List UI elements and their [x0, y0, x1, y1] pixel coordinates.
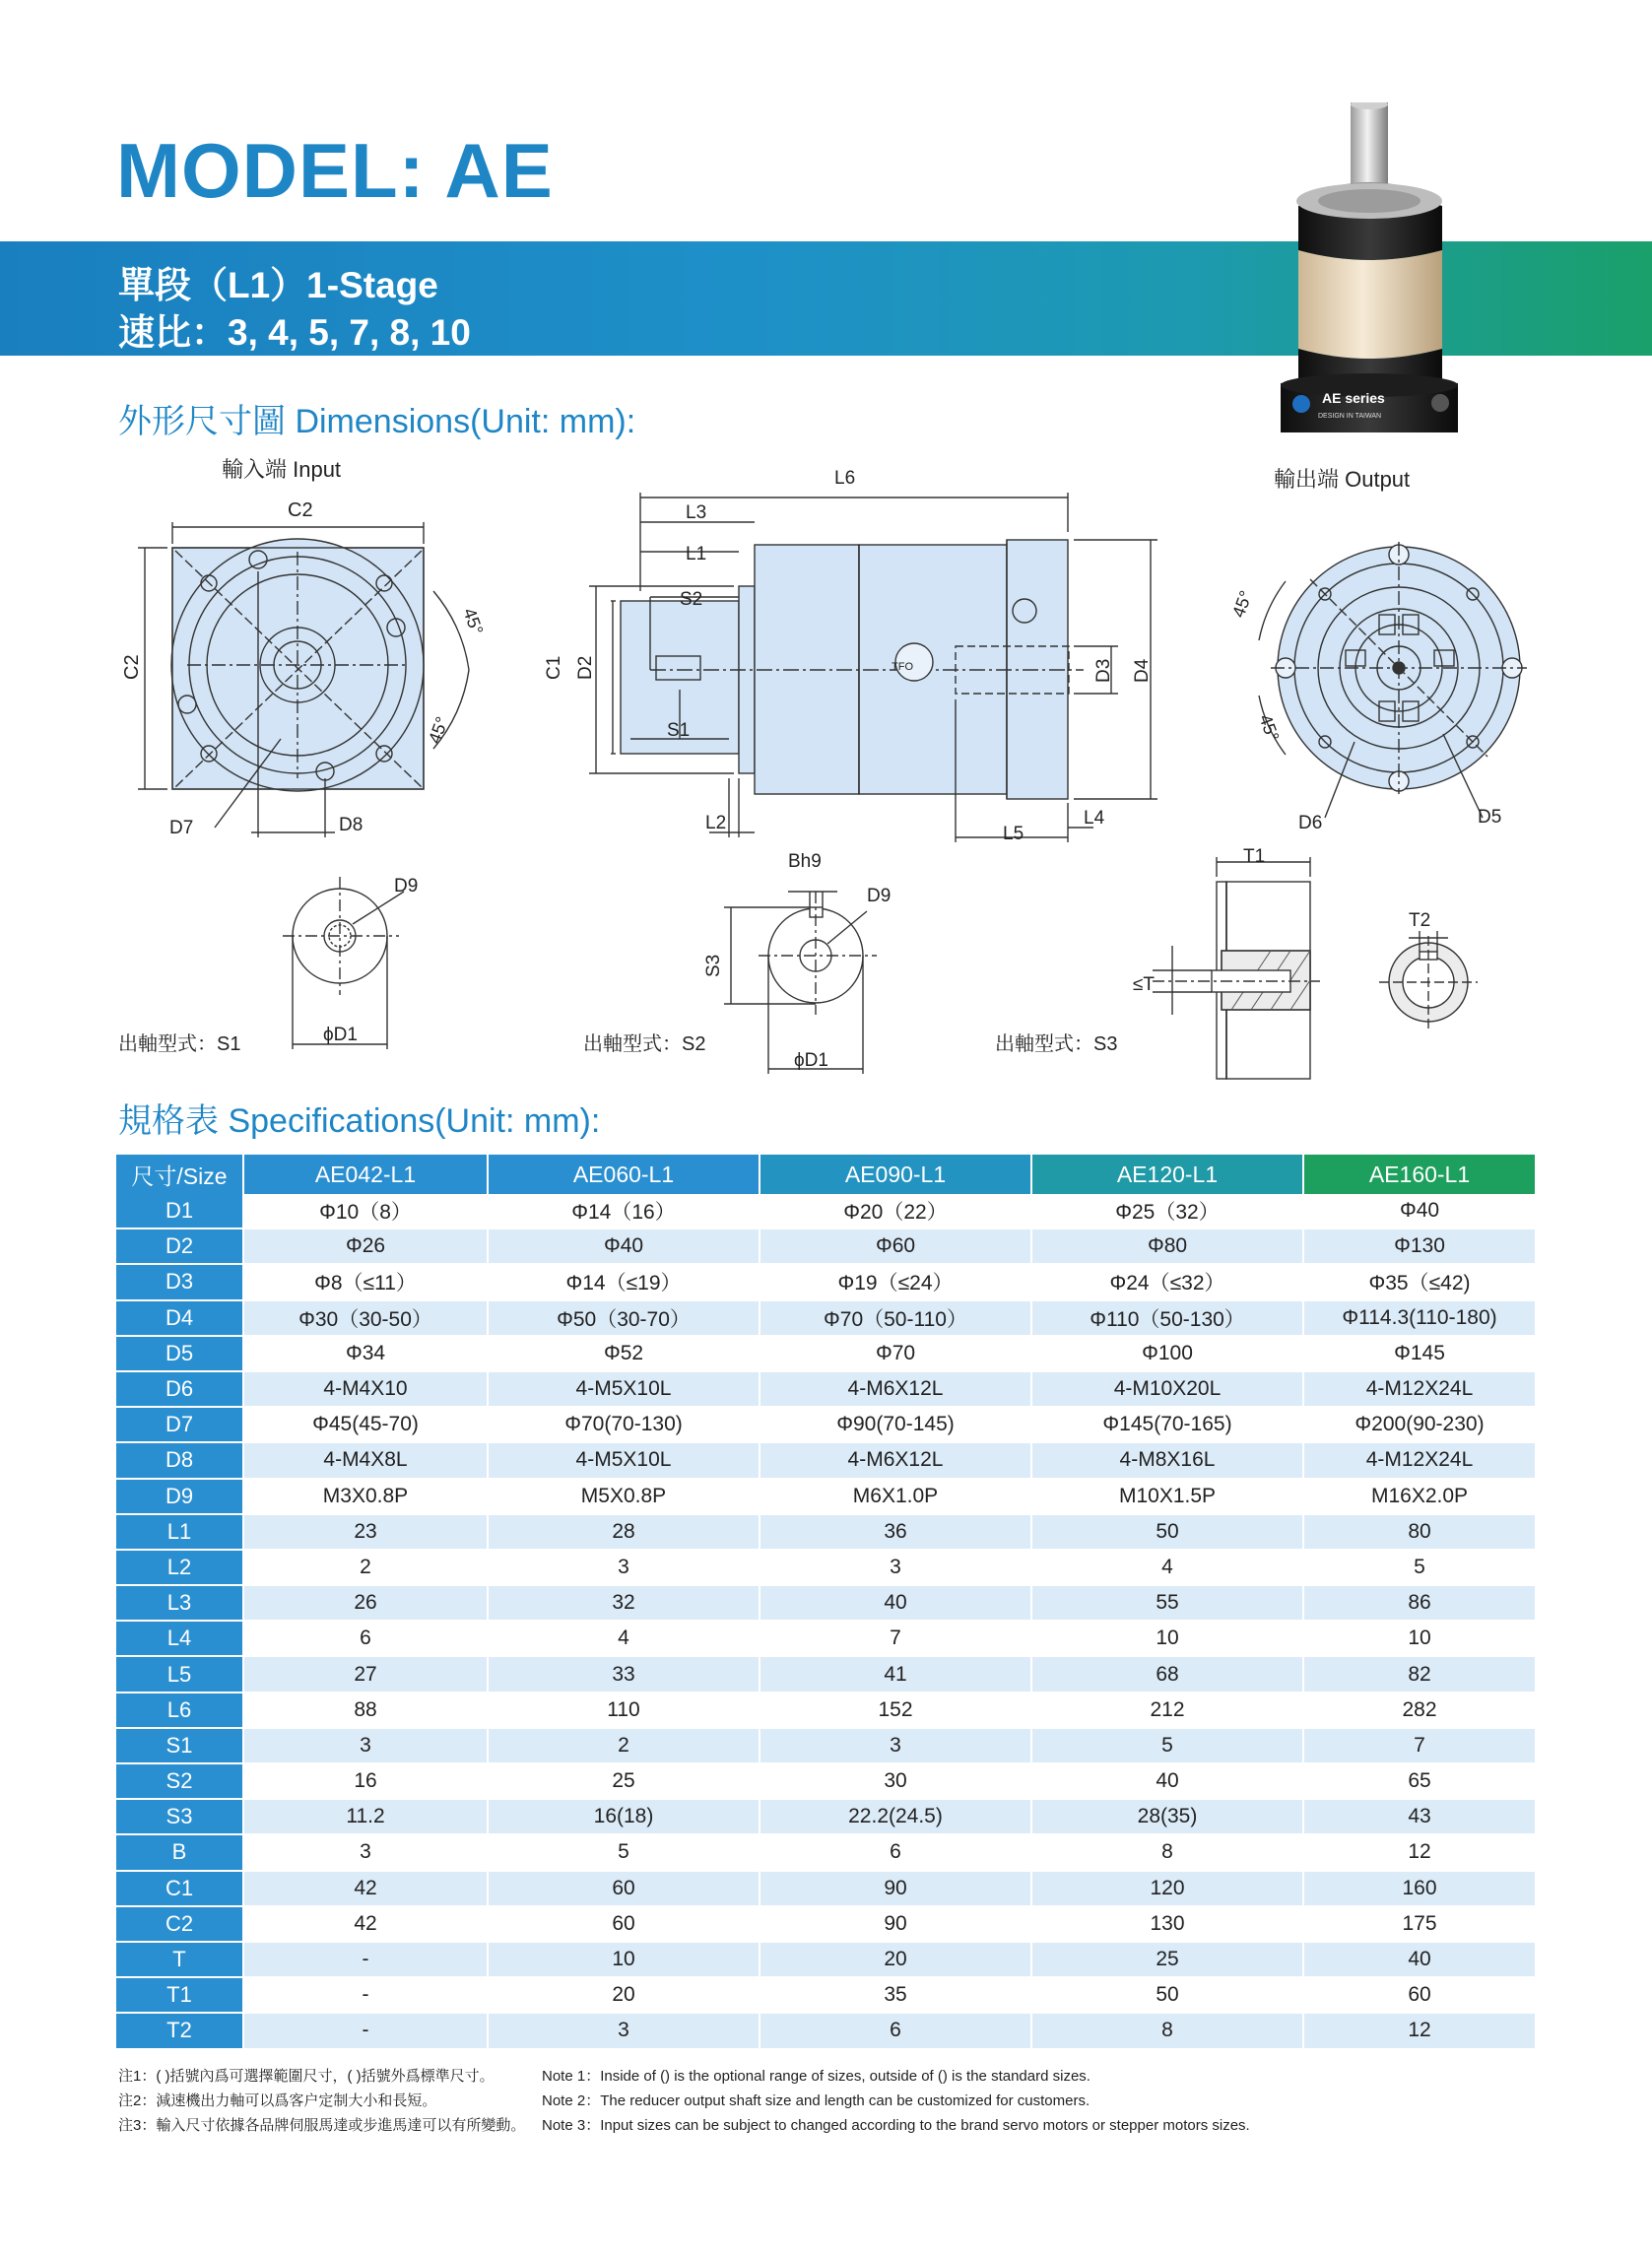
dim-label-bh9: Bh9: [788, 851, 822, 872]
note-zh-1: 注1：( )括號內爲可選擇範圍尺寸，( )括號外爲標準尺寸。: [118, 2068, 495, 2085]
input-view-label: 輸入端 Input: [222, 457, 342, 482]
table-cell: M10X1.5P: [1032, 1480, 1304, 1515]
dimensions-section-title: 外形尺寸圖 Dimensions(Unit: mm):: [118, 403, 636, 440]
table-cell: 5: [489, 1835, 760, 1871]
note-en-1: Note 1：Inside of () is the optional range of sizes, outside of () is the standard sizes.: [542, 2068, 1090, 2085]
table-cell: 2: [244, 1551, 489, 1586]
table-cell: 4-M5X10L: [489, 1443, 760, 1479]
row-label: D5: [116, 1337, 244, 1372]
dim-label-l3: L3: [686, 502, 707, 523]
table-cell: -: [244, 1978, 489, 2014]
table-cell: 4-M5X10L: [489, 1372, 760, 1408]
table-cell: Φ14（≤19）: [489, 1265, 760, 1300]
table-cell: Φ30（30-50）: [244, 1301, 489, 1337]
table-cell: 120: [1032, 1872, 1304, 1907]
product-label: AE series: [1322, 390, 1385, 406]
table-cell: 130: [1032, 1907, 1304, 1943]
table-cell: 5: [1304, 1551, 1537, 1586]
table-cell: 5: [1032, 1729, 1304, 1764]
table-cell: Φ24（≤32）: [1032, 1265, 1304, 1300]
table-cell: Φ70(70-130): [489, 1408, 760, 1443]
table-cell: Φ25（32）: [1032, 1194, 1304, 1229]
dim-label-t1: T1: [1243, 846, 1266, 867]
table-cell: Φ26: [244, 1229, 489, 1265]
notes-english: [542, 2064, 1250, 2138]
dim-label-d1-s1: ϕD1: [323, 1025, 358, 1045]
row-label: S1: [116, 1729, 244, 1764]
table-cell: 60: [489, 1907, 760, 1943]
table-cell: 50: [1032, 1978, 1304, 2014]
table-cell: 7: [760, 1622, 1032, 1657]
dim-label-d8: D8: [339, 815, 363, 835]
row-label: L4: [116, 1622, 244, 1657]
table-cell: Φ70（50-110）: [760, 1301, 1032, 1337]
dim-label-l2: L2: [705, 813, 727, 833]
row-label: D7: [116, 1408, 244, 1443]
note-zh-3: 注3：輸入尺寸依據各品牌伺服馬達或步進馬達可以有所變動。: [118, 2117, 526, 2134]
table-cell: 23: [244, 1515, 489, 1551]
note-en-3: Note 3：Input sizes can be subject to changed according to the brand servo motors or stepper motors sizes.: [542, 2117, 1250, 2134]
dim-label-d1-s2: ϕD1: [794, 1050, 828, 1071]
row-label: T: [116, 1943, 244, 1978]
dim-label-d7: D7: [169, 818, 194, 838]
table-cell: Φ145(70-165): [1032, 1408, 1304, 1443]
table-row: [116, 1943, 1537, 1978]
table-cell: Φ200(90-230): [1304, 1408, 1537, 1443]
table-cell: 41: [760, 1657, 1032, 1693]
table-cell: Φ45(45-70): [244, 1408, 489, 1443]
table-row: [116, 1515, 1537, 1551]
dim-label-t2: T2: [1409, 910, 1431, 931]
table-cell: 4-M12X24L: [1304, 1443, 1537, 1479]
table-cell: 6: [244, 1622, 489, 1657]
table-row: [116, 1194, 1537, 1229]
table-row: [116, 1872, 1537, 1907]
table-cell: 26: [244, 1586, 489, 1622]
table-row: [116, 1835, 1537, 1871]
table-row: [116, 1372, 1537, 1408]
table-cell: Φ10（8）: [244, 1194, 489, 1229]
table-row: [116, 1443, 1537, 1479]
table-cell: 11.2: [244, 1800, 489, 1835]
table-cell: 4-M8X16L: [1032, 1443, 1304, 1479]
note-zh-2: 注2：減速機出力軸可以爲客户定制大小和長短。: [118, 2092, 437, 2109]
table-row: [116, 2014, 1537, 2049]
table-cell: 42: [244, 1907, 489, 1943]
table-cell: Φ40: [489, 1229, 760, 1265]
table-cell: 60: [1304, 1978, 1537, 2014]
table-cell: 7: [1304, 1729, 1537, 1764]
table-cell: Φ40: [1304, 1194, 1537, 1229]
row-label: C2: [116, 1907, 244, 1943]
row-label: L6: [116, 1693, 244, 1729]
table-cell: Φ50（30-70）: [489, 1301, 760, 1337]
gearbox-product-image: [1259, 102, 1495, 437]
table-cell: Φ60: [760, 1229, 1032, 1265]
table-cell: 16(18): [489, 1800, 760, 1835]
ratio-label: 速比：3, 4, 5, 7, 8, 10: [118, 312, 471, 353]
table-cell: Φ80: [1032, 1229, 1304, 1265]
table-row: [116, 1229, 1537, 1265]
dim-label-t: ≤T: [1133, 974, 1156, 995]
table-cell: 6: [760, 2014, 1032, 2049]
dim-label-s2: S2: [680, 589, 703, 610]
table-cell: 3: [760, 1729, 1032, 1764]
row-label: D9: [116, 1480, 244, 1515]
table-cell: 212: [1032, 1693, 1304, 1729]
table-cell: 8: [1032, 1835, 1304, 1871]
dim-label-d6: D6: [1298, 813, 1323, 833]
table-cell: 35: [760, 1978, 1032, 2014]
table-cell: 82: [1304, 1657, 1537, 1693]
table-cell: 86: [1304, 1586, 1537, 1622]
table-cell: 65: [1304, 1764, 1537, 1800]
table-cell: 4-M4X10: [244, 1372, 489, 1408]
dimension-drawings: [0, 453, 1652, 1123]
stage-label: 單段（L1）1-Stage: [118, 265, 438, 305]
dim-label-angle-3: 45°: [1227, 587, 1257, 621]
table-cell: 6: [760, 1835, 1032, 1871]
specifications-table: [116, 1155, 1537, 2050]
notes-chinese: [118, 2064, 525, 2138]
table-cell: 80: [1304, 1515, 1537, 1551]
table-cell: Φ145: [1304, 1337, 1537, 1372]
table-cell: 60: [489, 1872, 760, 1907]
row-label: T2: [116, 2014, 244, 2049]
table-cell: 20: [489, 1978, 760, 2014]
model-column-header: AE120-L1: [1032, 1155, 1304, 1194]
table-row: [116, 1265, 1537, 1300]
table-cell: 36: [760, 1515, 1032, 1551]
table-cell: 28(35): [1032, 1800, 1304, 1835]
dim-label-d9-s2: D9: [867, 886, 892, 906]
dim-label-c1: C1: [544, 655, 564, 680]
table-row: [116, 1800, 1537, 1835]
page-title: MODEL: AE: [116, 127, 554, 214]
shaft-type-s2: 出軸型式：S2: [583, 1033, 706, 1055]
table-cell: 12: [1304, 2014, 1537, 2049]
table-cell: 3: [244, 1835, 489, 1871]
table-cell: Φ130: [1304, 1229, 1537, 1265]
dim-label-angle-4: 45°: [1255, 711, 1284, 744]
table-cell: 22.2(24.5): [760, 1800, 1032, 1835]
shaft-type-s1: 出軸型式：S1: [118, 1033, 241, 1055]
dim-label-c2-top: C2: [288, 499, 313, 521]
dim-label-l6: L6: [834, 468, 856, 489]
row-label: S3: [116, 1800, 244, 1835]
table-cell: Φ110（50-130）: [1032, 1301, 1304, 1337]
table-cell: M5X0.8P: [489, 1480, 760, 1515]
output-view-label: 輸出端 Output: [1274, 467, 1411, 492]
table-cell: Φ90(70-145): [760, 1408, 1032, 1443]
dim-label-s3: S3: [703, 954, 724, 977]
table-cell: Φ52: [489, 1337, 760, 1372]
table-row: [116, 1729, 1537, 1764]
table-cell: M3X0.8P: [244, 1480, 489, 1515]
row-label: D3: [116, 1265, 244, 1300]
table-cell: 4-M6X12L: [760, 1443, 1032, 1479]
table-cell: M16X2.0P: [1304, 1480, 1537, 1515]
table-row: [116, 1657, 1537, 1693]
table-cell: 68: [1032, 1657, 1304, 1693]
table-cell: 16: [244, 1764, 489, 1800]
table-cell: Φ70: [760, 1337, 1032, 1372]
table-cell: Φ34: [244, 1337, 489, 1372]
table-cell: 42: [244, 1872, 489, 1907]
table-row: [116, 1622, 1537, 1657]
table-row: [116, 1764, 1537, 1800]
table-cell: 3: [489, 2014, 760, 2049]
table-cell: M6X1.0P: [760, 1480, 1032, 1515]
table-cell: 10: [489, 1943, 760, 1978]
table-cell: 50: [1032, 1515, 1304, 1551]
row-label: L2: [116, 1551, 244, 1586]
table-cell: Φ114.3(110-180): [1304, 1301, 1537, 1337]
table-cell: 25: [489, 1764, 760, 1800]
table-cell: Φ19（≤24）: [760, 1265, 1032, 1300]
table-cell: 3: [760, 1551, 1032, 1586]
table-cell: 4-M4X8L: [244, 1443, 489, 1479]
table-cell: Φ14（16）: [489, 1194, 760, 1229]
table-cell: -: [244, 2014, 489, 2049]
table-cell: 32: [489, 1586, 760, 1622]
table-cell: 40: [1032, 1764, 1304, 1800]
table-cell: 27: [244, 1657, 489, 1693]
table-cell: 3: [489, 1551, 760, 1586]
row-label: S2: [116, 1764, 244, 1800]
table-cell: 8: [1032, 2014, 1304, 2049]
row-label: D2: [116, 1229, 244, 1265]
table-row: [116, 1301, 1537, 1337]
model-column-header: AE042-L1: [244, 1155, 489, 1194]
row-label: D4: [116, 1301, 244, 1337]
table-row: [116, 1337, 1537, 1372]
table-cell: 4-M12X24L: [1304, 1372, 1537, 1408]
table-cell: 152: [760, 1693, 1032, 1729]
table-row: [116, 1693, 1537, 1729]
dim-label-l5: L5: [1003, 824, 1024, 844]
dim-label-c2-side: C2: [121, 654, 143, 680]
dim-label-d2: D2: [575, 655, 596, 680]
table-cell: 30: [760, 1764, 1032, 1800]
table-cell: 175: [1304, 1907, 1537, 1943]
table-row: [116, 1586, 1537, 1622]
specifications-section-title: 規格表 Specifications(Unit: mm):: [118, 1102, 601, 1140]
table-cell: 4: [489, 1622, 760, 1657]
table-cell: 10: [1304, 1622, 1537, 1657]
model-column-header: AE090-L1: [760, 1155, 1032, 1194]
table-cell: 28: [489, 1515, 760, 1551]
dim-label-d5: D5: [1478, 807, 1502, 828]
dim-label-d9-s1: D9: [394, 876, 419, 896]
row-label: B: [116, 1835, 244, 1871]
table-cell: Φ35（≤42): [1304, 1265, 1537, 1300]
model-column-header: AE060-L1: [489, 1155, 760, 1194]
shaft-type-s3: 出軸型式：S3: [995, 1033, 1118, 1055]
table-row: [116, 1480, 1537, 1515]
table-cell: -: [244, 1943, 489, 1978]
table-cell: 43: [1304, 1800, 1537, 1835]
row-label: D6: [116, 1372, 244, 1408]
row-label: D1: [116, 1194, 244, 1229]
table-cell: 4-M6X12L: [760, 1372, 1032, 1408]
table-row: [116, 1408, 1537, 1443]
table-header-row: [116, 1155, 1537, 1194]
row-label: L3: [116, 1586, 244, 1622]
table-cell: 20: [760, 1943, 1032, 1978]
table-cell: 4: [1032, 1551, 1304, 1586]
dim-label-l1: L1: [686, 544, 707, 564]
note-en-2: Note 2：The reducer output shaft size and length can be customized for customers.: [542, 2092, 1090, 2109]
table-cell: 282: [1304, 1693, 1537, 1729]
table-cell: 4-M10X20L: [1032, 1372, 1304, 1408]
dim-label-d4: D4: [1132, 658, 1153, 683]
row-label: D8: [116, 1443, 244, 1479]
table-cell: 10: [1032, 1622, 1304, 1657]
row-label: L1: [116, 1515, 244, 1551]
table-cell: 90: [760, 1907, 1032, 1943]
row-label: C1: [116, 1872, 244, 1907]
table-cell: 33: [489, 1657, 760, 1693]
row-label: T1: [116, 1978, 244, 2014]
table-cell: 3: [244, 1729, 489, 1764]
table-cell: 88: [244, 1693, 489, 1729]
table-cell: 40: [760, 1586, 1032, 1622]
table-cell: Φ8（≤11）: [244, 1265, 489, 1300]
table-cell: 160: [1304, 1872, 1537, 1907]
table-cell: 40: [1304, 1943, 1537, 1978]
dim-label-angle-2: 45°: [424, 713, 453, 747]
table-cell: 25: [1032, 1943, 1304, 1978]
dim-label-d3: D3: [1093, 658, 1114, 683]
table-cell: Φ20（22）: [760, 1194, 1032, 1229]
model-column-header: AE160-L1: [1304, 1155, 1537, 1194]
dim-label-angle-1: 45°: [459, 605, 488, 637]
table-cell: 90: [760, 1872, 1032, 1907]
side-logo: TFO: [892, 661, 913, 673]
table-cell: 110: [489, 1693, 760, 1729]
dim-label-s1: S1: [667, 720, 691, 741]
table-cell: 12: [1304, 1835, 1537, 1871]
dim-label-l4: L4: [1084, 808, 1105, 829]
table-row: [116, 1551, 1537, 1586]
size-column-header: 尺寸/Size: [116, 1155, 244, 1194]
table-cell: Φ100: [1032, 1337, 1304, 1372]
table-row: [116, 1907, 1537, 1943]
table-cell: 55: [1032, 1586, 1304, 1622]
table-row: [116, 1978, 1537, 2014]
product-sublabel: DESIGN IN TAIWAN: [1318, 413, 1382, 420]
row-label: L5: [116, 1657, 244, 1693]
table-cell: 2: [489, 1729, 760, 1764]
